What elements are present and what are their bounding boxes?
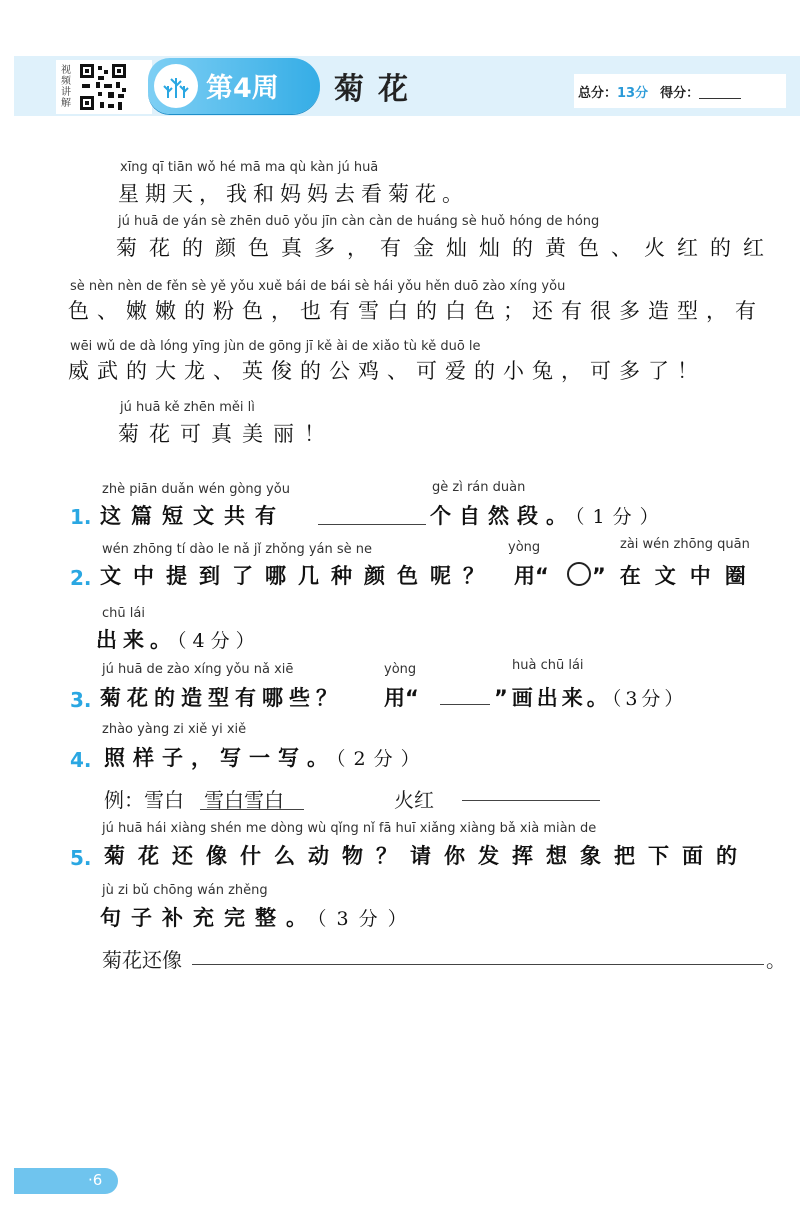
q5-pinyin-a: jú huā hái xiàng shén me dòng wù qǐng nǐ fā huī xiǎng xiàng bǎ xià miàn de (102, 821, 597, 836)
q2-number: 2. (70, 566, 92, 590)
q4-text (104, 742, 428, 772)
trees-icon (154, 64, 198, 108)
passage-line-2: 菊花的颜色真多，有金灿灿的黄色、火红的红 (116, 236, 776, 260)
q1-text-b (430, 500, 667, 530)
passage-pinyin-2: jú huā de yán sè zhēn duō yǒu jīn càn càn de huáng sè huǒ hóng de hóng (118, 214, 600, 229)
score-total-label: 总分： (578, 85, 618, 101)
q2-text-d (96, 624, 261, 654)
passage-pinyin-5: jú huā kě zhēn měi lì (120, 400, 255, 415)
q4-example-label: 例：雪白 (104, 788, 184, 812)
q5-period: 。 (766, 948, 786, 972)
q5-text-a: 菊花还像什么动物？请你发挥想象把下面的 (104, 844, 750, 868)
q3-text-a: 菊花的造型有哪些？ (100, 686, 343, 710)
q3-text-c-main: ”画出来。 (494, 686, 612, 710)
q3-number: 3. (70, 688, 92, 712)
qr-code-icon[interactable] (78, 62, 128, 112)
score-got-label: 得分： (660, 85, 700, 101)
week-label: 第4周 (206, 73, 279, 104)
q4-example-underline (200, 809, 304, 810)
q5-text-b-main: 句子补充完整。 (100, 906, 317, 930)
score-total-value: 13分 (617, 85, 649, 101)
q1-answer-blank[interactable] (318, 524, 426, 525)
score-box (574, 74, 786, 108)
q5-number: 5. (70, 846, 92, 870)
q2-pinyin-c: zài wén zhōng quān (620, 537, 750, 552)
q5-prompt: 菊花还像 (102, 948, 182, 972)
q5-text-b (100, 902, 417, 932)
passage-pinyin-3: sè nèn nèn de fěn sè yě yǒu xuě bái de bái sè hái yǒu hěn duō zào xíng yǒu (70, 279, 566, 294)
q4-pinyin: zhào yàng zi xiě yi xiě (102, 722, 247, 737)
q1-text-b-main: 个自然段。 (430, 504, 575, 528)
q1-pinyin-a: zhè piān duǎn wén gòng yǒu (102, 482, 290, 497)
q3-pinyin-c: huà chū lái (512, 658, 584, 673)
q1-text-a: 这篇短文共有 (100, 504, 286, 528)
passage-pinyin-4: wēi wǔ de dà lóng yīng jùn de gōng jī kě ài de xiǎo tù kě duō le (70, 339, 481, 354)
q4-points: （2分） (336, 748, 428, 770)
circle-mark-icon (567, 562, 591, 586)
q5-answer-blank[interactable] (192, 964, 764, 965)
page-number: ·6 (88, 1171, 103, 1189)
q4-number: 4. (70, 748, 92, 772)
passage-pinyin-1: xīng qī tiān wǒ hé mā ma qù kàn jú huā (120, 160, 379, 175)
underline-mark-icon (440, 704, 490, 705)
q4-word: 火红 (394, 788, 434, 812)
q1-pinyin-b: gè zì rán duàn (432, 480, 526, 495)
passage-line-5: 菊花可真美丽！ (118, 422, 335, 446)
passage-line-4: 威武的大龙、英俊的公鸡、可爱的小兔，可多了！ (68, 359, 706, 383)
q3-text-c (494, 682, 687, 712)
qr-code-block[interactable] (56, 60, 152, 114)
q2-points: （4分） (177, 630, 261, 652)
qr-label: 视频讲解 (61, 65, 71, 109)
q2-pinyin-b: yòng (508, 540, 541, 555)
q2-pinyin-d: chū lái (102, 606, 145, 621)
q3-pinyin-a: jú huā de zào xíng yǒu nǎ xiē (102, 662, 294, 677)
passage-line-1: 星期天，我和妈妈去看菊花。 (118, 182, 469, 206)
tree-badge (154, 64, 198, 108)
lesson-title: 菊花 (334, 72, 422, 107)
score-got-blank[interactable] (699, 84, 741, 99)
q2-text-b: 用“ (514, 564, 549, 588)
q3-text-b: 用“ (384, 686, 419, 710)
q5-pinyin-b: jù zi bǔ chōng wán zhěng (102, 883, 268, 898)
q2-text-a: 文中提到了哪几种颜色呢？ (100, 564, 496, 588)
q2-pinyin-a: wén zhōng tí dào le nǎ jǐ zhǒng yán sè ne (102, 542, 373, 557)
passage-line-3: 色、嫩嫩的粉色，也有雪白的白色；还有很多造型，有 (68, 299, 764, 323)
q2-text-d-main: 出来。 (96, 628, 177, 652)
q2-text-c: ”在文中圈 (592, 564, 760, 588)
q3-points: （3分） (611, 688, 688, 710)
week-badge (148, 58, 320, 114)
q4-text-main: 照样子，写一写。 (104, 746, 336, 770)
footer-bar (14, 1168, 118, 1194)
q4-example-answer: 雪白雪白 (204, 788, 284, 812)
q4-answer-blank[interactable] (462, 800, 600, 801)
q5-points: （3分） (317, 908, 417, 930)
q1-points: （1分） (575, 506, 667, 528)
q3-pinyin-b: yòng (384, 662, 417, 677)
q1-number: 1. (70, 505, 92, 529)
